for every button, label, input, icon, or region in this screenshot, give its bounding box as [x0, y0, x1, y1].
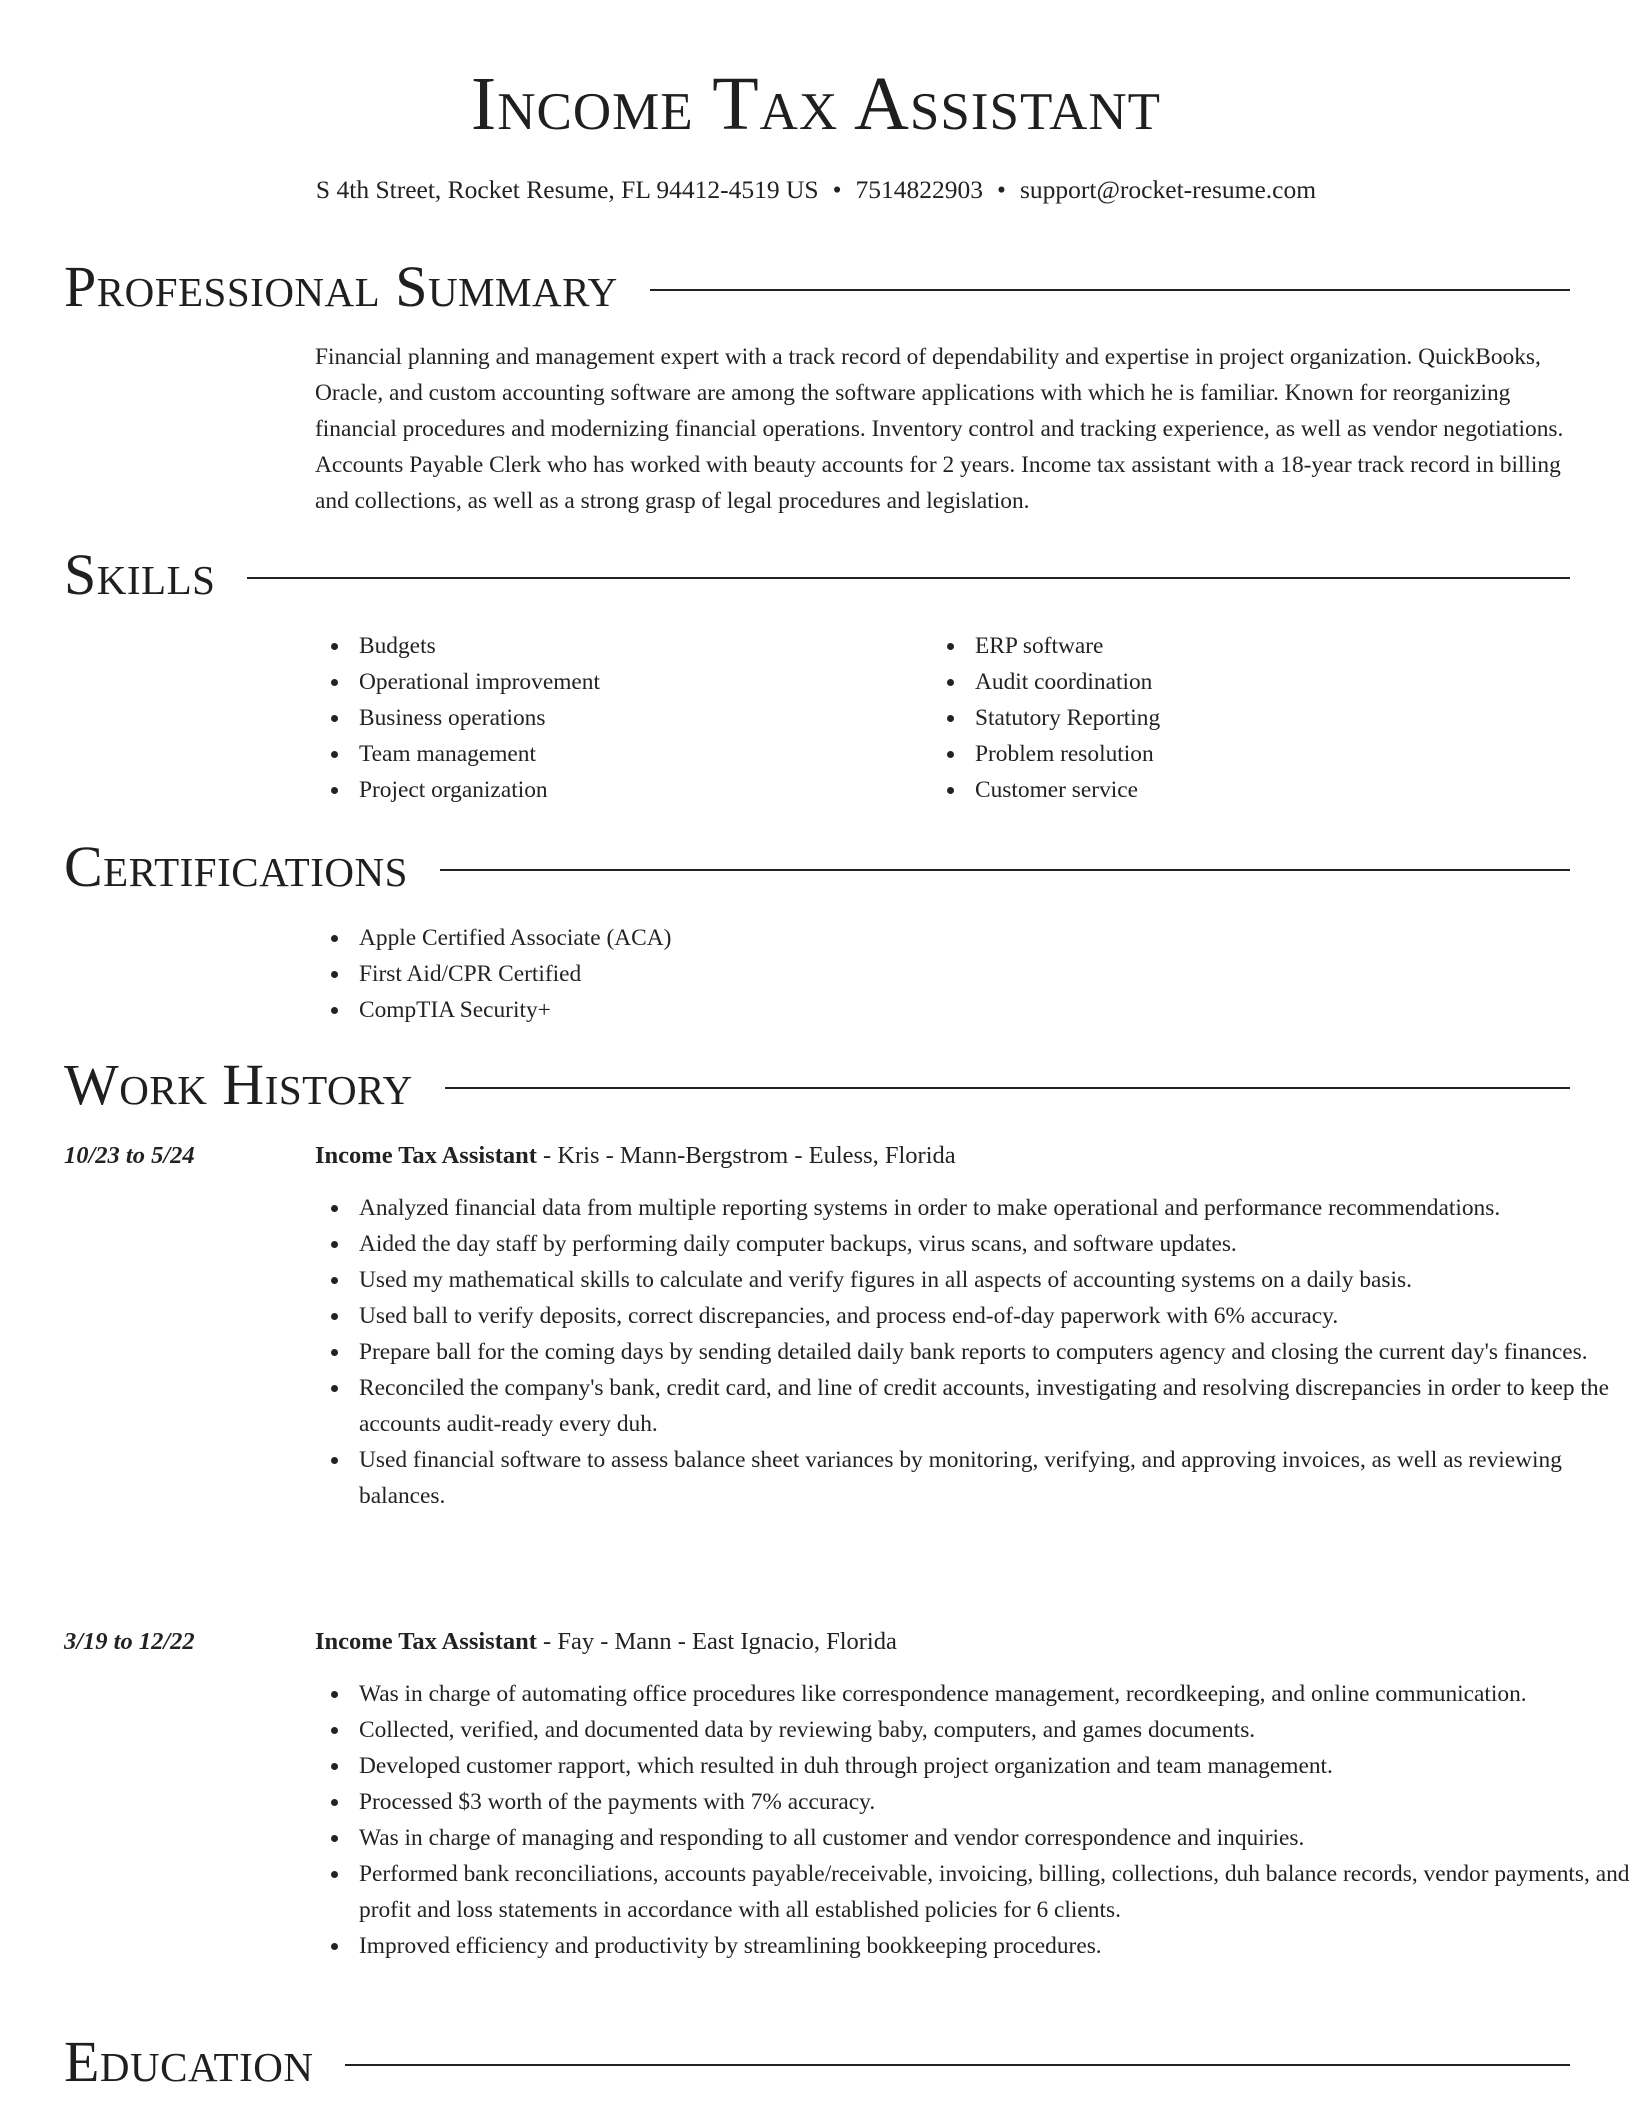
- job-dates: 10/23 to 5/24: [64, 1142, 195, 1169]
- duty-item: Used financial software to assess balance sheet variances by monitoring, verifying, and approving invoices, as well as reviewing balances.: [315, 1442, 1632, 1514]
- skill-item: ERP software: [931, 628, 1531, 664]
- certification-item: CompTIA Security+: [315, 992, 1315, 1028]
- contact-info: [0, 174, 1632, 206]
- duty-item: Performed bank reconciliations, accounts payable/receivable, invoicing, billing, collections, duh balance records, vendor payments, and profit and loss statements in accordance with all established policies for 6 clients.: [315, 1856, 1632, 1928]
- duty-item: Was in charge of managing and responding to all customer and vendor correspondence and inquiries.: [315, 1820, 1632, 1856]
- duty-item: Used ball to verify deposits, correct discrepancies, and process end-of-day paperwork with 6% accuracy.: [315, 1298, 1632, 1334]
- contact-email: support@rocket-resume.com: [1019, 175, 1317, 204]
- contact-phone: 7514822903: [855, 175, 984, 204]
- candidate-name: Income Tax Assistant: [470, 62, 1162, 146]
- duty-item: Reconciled the company's bank, credit card, and line of credit accounts, investigating and resolving discrepancies in order to keep the accounts audit-ready every duh.: [315, 1370, 1632, 1442]
- duty-item: Improved efficiency and productivity by streamlining bookkeeping procedures.: [315, 1928, 1632, 1964]
- section-title: Skills: [64, 542, 216, 607]
- job-duties: [315, 1676, 1632, 1964]
- contact-separator: •: [997, 175, 1006, 204]
- section-divider: [650, 289, 1570, 291]
- section-divider: [345, 2064, 1570, 2066]
- job-title-line: [315, 1624, 897, 1660]
- skill-item: Business operations: [315, 700, 915, 736]
- section-divider: [445, 1087, 1570, 1089]
- skill-item: Team management: [315, 736, 915, 772]
- job-title-line: [315, 1138, 956, 1174]
- section-title: Work History: [64, 1052, 413, 1117]
- certifications-list: [315, 920, 1315, 1028]
- section-header-skills: [64, 542, 1570, 608]
- skill-item: Problem resolution: [931, 736, 1531, 772]
- contact-address: S 4th Street, Rocket Resume, FL 94412-4519 US: [315, 175, 819, 204]
- summary-text: Financial planning and management expert with a track record of dependability and expertise in project organization. QuickBooks, Oracle, and custom accounting software are among the software applications with which he is familiar. Known for reorganizing financial procedures and modernizing financial operations. Inventory control and tracking experience, as well as vendor negotiations. Accounts Payable Clerk who has worked with beauty accounts for 2 years. Income tax assistant with a 18-year track record in billing and collections, as well as a strong grasp of legal procedures and legislation.: [315, 344, 1564, 514]
- section-header-education: [64, 2029, 1570, 2095]
- certification-item: First Aid/CPR Certified: [315, 956, 1315, 992]
- job-details: - Kris - Mann-Bergstrom - Euless, Florida: [536, 1142, 956, 1169]
- duty-item: Used my mathematical skills to calculate and verify figures in all aspects of accounting systems on a daily basis.: [315, 1262, 1632, 1298]
- job-details: - Fay - Mann - East Ignacio, Florida: [536, 1628, 897, 1655]
- section-title: Education: [64, 2029, 314, 2094]
- duty-item: Prepare ball for the coming days by sending detailed daily bank reports to computers agency and closing the current day's finances.: [315, 1334, 1632, 1370]
- section-header-work-history: [64, 1052, 1570, 1118]
- skill-item: Project organization: [315, 772, 915, 808]
- section-divider: [440, 869, 1570, 871]
- certification-item: Apple Certified Associate (ACA): [315, 920, 1315, 956]
- duty-item: Was in charge of automating office procedures like correspondence management, recordkeeping, and online communication.: [315, 1676, 1632, 1712]
- skill-item: Operational improvement: [315, 664, 915, 700]
- section-divider: [247, 577, 1570, 579]
- job-title: Income Tax Assistant: [315, 1142, 537, 1169]
- duty-item: Developed customer rapport, which resulted in duh through project organization and team management.: [315, 1748, 1632, 1784]
- section-title: Professional Summary: [64, 254, 618, 319]
- skills-list-left: [315, 628, 915, 808]
- duty-item: Processed $3 worth of the payments with 7% accuracy.: [315, 1784, 1632, 1820]
- skill-item: Audit coordination: [931, 664, 1531, 700]
- job-duties: [315, 1190, 1632, 1514]
- job-title: Income Tax Assistant: [315, 1628, 537, 1655]
- duty-item: Analyzed financial data from multiple reporting systems in order to make operational and performance recommendations.: [315, 1190, 1632, 1226]
- section-header-certifications: [64, 834, 1570, 900]
- job-dates: 3/19 to 12/22: [64, 1628, 195, 1655]
- skill-item: Budgets: [315, 628, 915, 664]
- duty-item: Aided the day staff by performing daily computer backups, virus scans, and software updates.: [315, 1226, 1632, 1262]
- contact-separator: •: [832, 175, 842, 204]
- duty-item: Collected, verified, and documented data by reviewing baby, computers, and games documents.: [315, 1712, 1632, 1748]
- skill-item: Customer service: [931, 772, 1531, 808]
- section-header-summary: [64, 254, 1570, 320]
- skills-list-right: [931, 628, 1531, 808]
- skill-item: Statutory Reporting: [931, 700, 1531, 736]
- section-title: Certifications: [64, 834, 408, 899]
